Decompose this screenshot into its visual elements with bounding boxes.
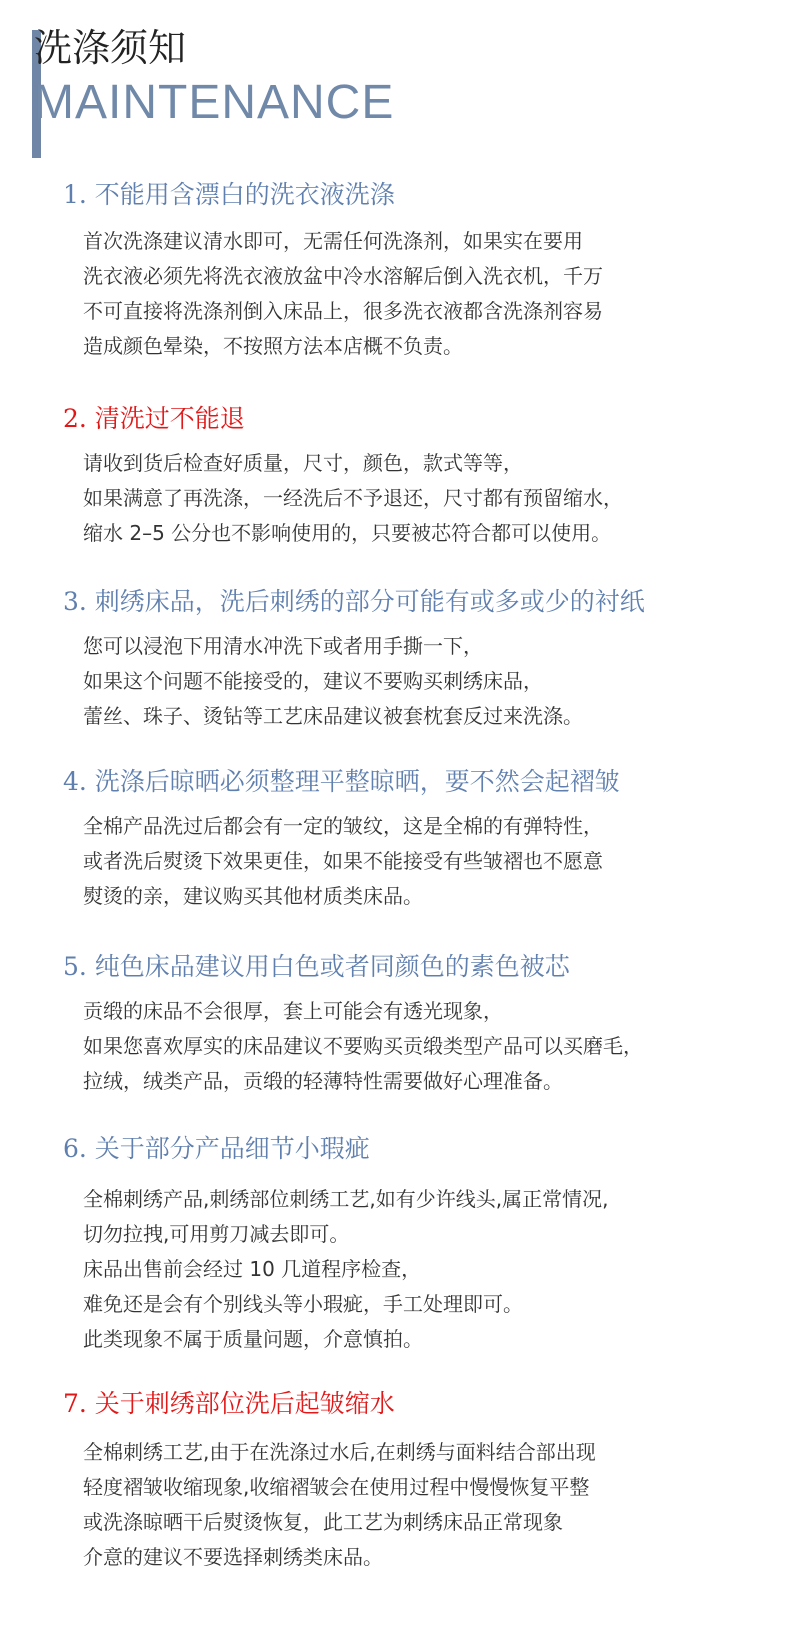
body-line: 不可直接将洗涤剂倒入床品上，很多洗衣液都含洗涤剂容易 [83, 299, 603, 323]
body-line: 如果您喜欢厚实的床品建议不要购买贡缎类型产品可以买磨毛， [83, 1034, 643, 1058]
section-body [83, 994, 643, 1099]
body-line: 如果这个问题不能接受的，建议不要购买刺绣床品， [83, 669, 543, 693]
body-line: 洗衣液必须先将洗衣液放盆中冷水溶解后倒入洗衣机，千万 [83, 264, 603, 288]
section-heading: 6. 关于部分产品细节小瑕疵 [63, 1134, 370, 1163]
body-line: 全棉刺绣工艺,由于在洗涤过水后,在刺绣与面料结合部出现 [83, 1440, 596, 1464]
section-heading: 3. 刺绣床品，洗后刺绣的部分可能有或多或少的衬纸 [63, 587, 645, 616]
section-heading: 1. 不能用含漂白的洗衣液洗涤 [63, 180, 395, 209]
body-line: 此类现象不属于质量问题，介意慎拍。 [83, 1327, 423, 1351]
section-heading: 4. 洗涤后晾晒必须整理平整晾晒，要不然会起褶皱 [63, 767, 620, 796]
body-line: 或者洗后熨烫下效果更佳，如果不能接受有些皱褶也不愿意 [83, 849, 603, 873]
body-line: 您可以浸泡下用清水冲洗下或者用手撕一下， [83, 634, 483, 658]
body-line: 首次洗涤建议清水即可，无需任何洗涤剂，如果实在要用 [83, 229, 583, 253]
body-line: 全棉刺绣产品,刺绣部位刺绣工艺,如有少许线头,属正常情况, [83, 1187, 609, 1211]
body-line: 床品出售前会经过 10 几道程序检查， [83, 1257, 422, 1281]
body-line: 贡缎的床品不会很厚，套上可能会有透光现象， [83, 999, 503, 1023]
body-line: 或洗涤晾晒干后熨烫恢复，此工艺为刺绣床品正常现象 [83, 1510, 563, 1534]
body-line: 如果满意了再洗涤，一经洗后不予退还，尺寸都有预留缩水， [83, 486, 623, 510]
body-line: 难免还是会有个别线头等小瑕疵，手工处理即可。 [83, 1292, 523, 1316]
section-body [83, 446, 623, 551]
body-line: 介意的建议不要选择刺绣类床品。 [83, 1545, 383, 1569]
section-heading: 2. 清洗过不能退 [63, 404, 245, 433]
section-body [83, 629, 583, 734]
section-body [83, 809, 603, 914]
body-line: 请收到货后检查好质量，尺寸，颜色，款式等等， [83, 451, 523, 475]
body-line: 轻度褶皱收缩现象,收缩褶皱会在使用过程中慢慢恢复平整 [83, 1475, 590, 1499]
body-line: 熨烫的亲，建议购买其他材质类床品。 [83, 884, 423, 908]
section-heading: 7. 关于刺绣部位洗后起皱缩水 [63, 1389, 395, 1418]
body-line: 切勿拉拽,可用剪刀减去即可。 [83, 1222, 350, 1246]
body-line: 全棉产品洗过后都会有一定的皱纹，这是全棉的有弹特性， [83, 814, 603, 838]
body-line: 造成颜色晕染，不按照方法本店概不负责。 [83, 334, 463, 358]
page-title-cn: 洗涤须知 [34, 26, 187, 70]
section-body [83, 1435, 596, 1575]
body-line: 拉绒，绒类产品，贡缎的轻薄特性需要做好心理准备。 [83, 1069, 563, 1093]
section-body [83, 224, 603, 364]
section-body [83, 1182, 608, 1357]
body-line: 缩水 2–5 公分也不影响使用的，只要被芯符合都可以使用。 [83, 521, 612, 545]
section-heading: 5. 纯色床品建议用白色或者同颜色的素色被芯 [63, 952, 570, 981]
body-line: 蕾丝、珠子、烫钻等工艺床品建议被套枕套反过来洗涤。 [83, 704, 583, 728]
page-title-en: MAINTENANCE [34, 76, 395, 129]
